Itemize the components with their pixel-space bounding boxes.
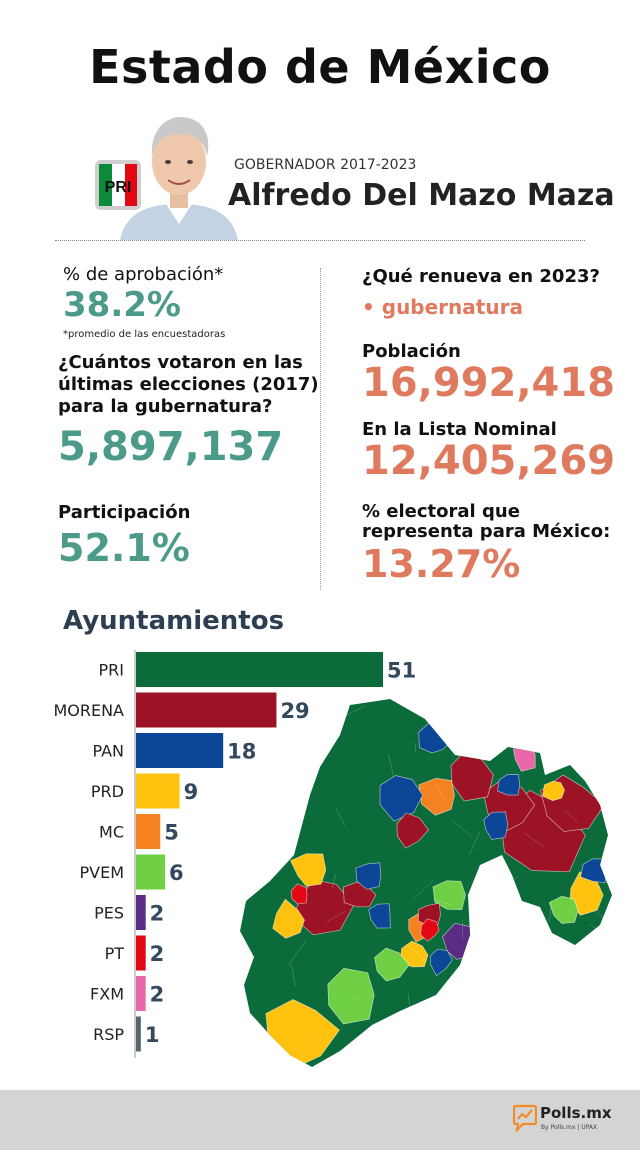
data-label: 18 xyxy=(227,739,257,764)
bar-pan xyxy=(136,733,223,768)
population-label: Población xyxy=(362,341,461,362)
column-divider xyxy=(320,268,321,590)
chart-title: Ayuntamientos xyxy=(63,606,285,636)
participation-label: Participación xyxy=(58,502,191,523)
votes-value: 5,897,137 xyxy=(58,424,284,470)
footer-brand[interactable]: Polls.mx xyxy=(540,1104,612,1122)
bar-morena xyxy=(136,693,276,728)
category-label: RSP xyxy=(93,1025,124,1044)
data-label: 51 xyxy=(387,658,417,683)
electoral-pct-label: % electoral que representa para México: xyxy=(362,501,611,542)
electoral-pct-value: 13.27% xyxy=(362,542,521,586)
approval-label: % de aprobación* xyxy=(63,264,224,285)
page-title: Estado de México xyxy=(89,40,551,94)
nominal-list-value: 12,405,269 xyxy=(362,438,616,484)
data-label: 2 xyxy=(149,942,165,966)
data-label: 6 xyxy=(169,861,184,885)
data-label: 2 xyxy=(149,901,165,926)
divider xyxy=(55,240,585,241)
renueva-value: • gubernatura xyxy=(362,295,523,319)
approval-note: *promedio de las encuestadoras xyxy=(63,329,226,340)
bar-fxm xyxy=(136,976,146,1011)
nominal-list-label: En la Lista Nominal xyxy=(362,419,557,440)
governor-name: Alfredo Del Mazo Maza xyxy=(228,178,615,213)
category-label: PRI xyxy=(98,660,124,680)
population-value: 16,992,418 xyxy=(362,360,616,406)
category-label: PRD xyxy=(90,782,124,801)
bar-pt xyxy=(136,936,146,971)
votes-label: ¿Cuántos votaron en las últimas elecciones (2017) para la gubernatura? xyxy=(58,352,319,417)
data-label: 1 xyxy=(144,1023,160,1047)
footer-brand-sub: By Polls.mx | UPAX xyxy=(541,1124,598,1131)
participation-value: 52.1% xyxy=(58,526,190,570)
category-label: MORENA xyxy=(53,701,124,720)
bar-pri xyxy=(136,652,383,687)
bar-rsp xyxy=(136,1017,141,1052)
pri-logo-text: PRI xyxy=(104,179,132,196)
polls-logo-icon xyxy=(513,1104,537,1132)
category-label: FXM xyxy=(90,984,124,1004)
category-label: MC xyxy=(99,822,124,842)
category-label: PAN xyxy=(92,741,124,761)
renueva-label: ¿Qué renueva en 2023? xyxy=(362,266,600,287)
bar-pvem xyxy=(136,855,165,890)
data-label: 5 xyxy=(164,820,179,845)
data-label: 9 xyxy=(183,780,199,804)
data-label: 2 xyxy=(149,982,165,1007)
category-label: PVEM xyxy=(79,863,124,882)
approval-value: 38.2% xyxy=(63,285,181,325)
governor-term-label: GOBERNADOR 2017-2023 xyxy=(234,157,417,173)
bar-prd xyxy=(136,774,180,809)
category-label: PT xyxy=(104,944,124,963)
ayuntamientos-chart xyxy=(0,640,640,1070)
bar-pes xyxy=(136,895,146,930)
category-label: PES xyxy=(94,903,124,923)
bar-mc xyxy=(136,814,160,849)
governor-portrait xyxy=(120,112,238,240)
data-label: 29 xyxy=(280,699,310,723)
